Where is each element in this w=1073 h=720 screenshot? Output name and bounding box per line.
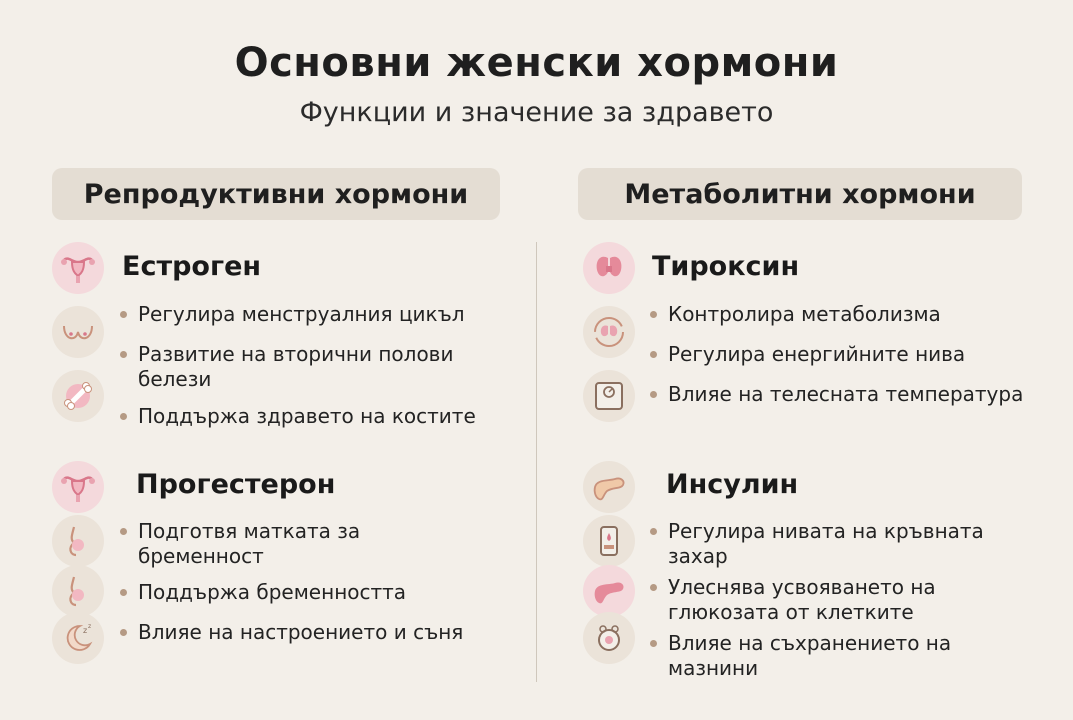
bone-icon [52,370,104,422]
scale-icon [583,370,635,422]
thyroid-icon [583,242,635,294]
pregnancy-icon [52,515,104,567]
fat-cell-icon [583,612,635,664]
bullet-progesterone-2: Поддържа бременността [120,580,500,605]
bullet-progesterone-1: Подготвя матката за бременност [120,519,420,569]
pancreas-icon [583,461,635,513]
bullet-insulin-3: Влияе на съхранението на мазнини [650,631,970,681]
bullet-estrogen-1: Регулира менструалния цикъл [120,302,500,327]
uterus-icon [52,242,104,294]
breasts-icon [52,306,104,358]
section-header-reproductive: Репродуктивни хормони [52,168,500,220]
svg-text:z: z [88,623,92,630]
pancreas-icon [583,565,635,617]
page-title: Основни женски хормони [234,40,839,86]
hormone-name-thyroxine: Тироксин [652,251,800,282]
bullet-estrogen-2: Развитие на вторични полови белези [120,342,500,392]
bullet-thyroxine-2: Регулира енергийните нива [650,342,1050,367]
hormone-name-insulin: Инсулин [666,469,799,500]
bullet-thyroxine-1: Контролира метаболизма [650,302,1050,327]
page-subtitle: Функции и значение за здравето [299,97,774,128]
hormone-name-estrogen: Естроген [122,251,262,282]
bullet-insulin-2: Улеснява усвояването на глюкозата от клетките [650,575,970,625]
bullet-progesterone-3: Влияе на настроението и съня [120,620,500,645]
bullet-thyroxine-3: Влияе на телесната температура [650,382,1060,407]
thyroid-cycle-icon [583,306,635,358]
hormone-name-progesterone: Прогестерон [136,469,336,500]
uterus-icon [52,461,104,513]
column-divider [536,242,537,682]
svg-text:z: z [83,626,88,635]
glucometer-icon [583,515,635,567]
bullet-insulin-1: Регулира нивата на кръвната захар [650,519,1000,569]
moon-sleep-icon [52,612,104,664]
bullet-estrogen-3: Поддържа здравето на костите [120,404,500,429]
pregnancy-icon [52,565,104,617]
section-header-metabolic: Метаболитни хормони [578,168,1022,220]
